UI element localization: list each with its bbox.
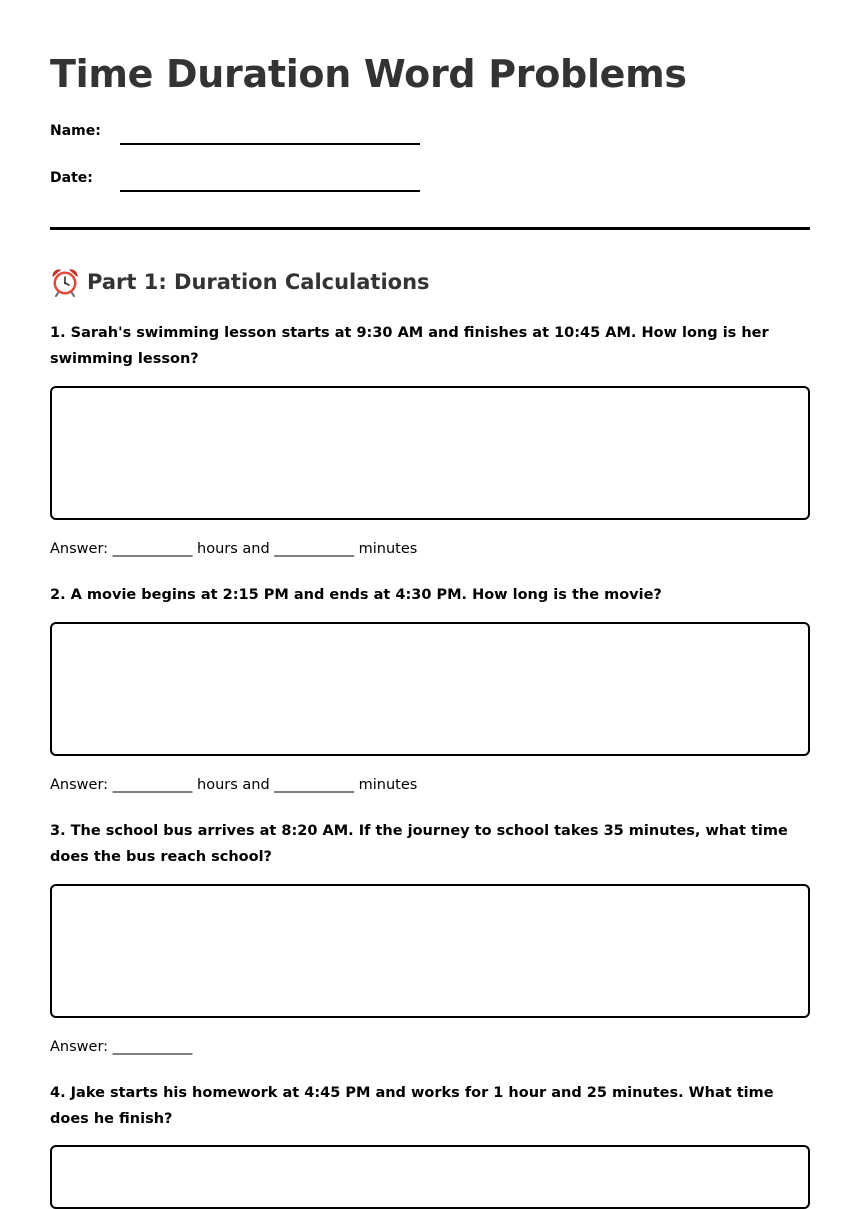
header-divider — [50, 227, 810, 230]
date-input-line[interactable] — [120, 190, 420, 192]
date-field-row — [50, 168, 430, 198]
question-3-text: 3. The school bus arrives at 8:20 AM. If the journey to school takes 35 minutes, what time does the bus reach school? — [50, 823, 788, 865]
name-label: Name: — [50, 123, 101, 139]
name-input-line[interactable] — [120, 143, 420, 145]
question-2-answer-line: Answer: ___________ hours and ___________ minutes — [50, 777, 418, 793]
question-3-work-box[interactable] — [50, 884, 810, 1018]
question-3-answer-line: Answer: ___________ — [50, 1039, 193, 1055]
page-title: Time Duration Word Problems — [50, 52, 687, 96]
section-title: Part 1: Duration Calculations — [87, 270, 430, 294]
question-4-work-box[interactable] — [50, 1145, 810, 1209]
date-label: Date: — [50, 170, 93, 186]
section-heading — [50, 265, 430, 299]
question-1-work-box[interactable] — [50, 386, 810, 520]
question-1-answer-line: Answer: ___________ hours and ___________ minutes — [50, 541, 418, 557]
question-1-text: 1. Sarah's swimming lesson starts at 9:30 AM and finishes at 10:45 AM. How long is her swimming lesson? — [50, 325, 769, 367]
alarm-clock-icon — [50, 267, 80, 297]
name-field-row — [50, 121, 430, 151]
question-4-text: 4. Jake starts his homework at 4:45 PM and works for 1 hour and 25 minutes. What time does he finish? — [50, 1085, 774, 1127]
question-2-text: 2. A movie begins at 2:15 PM and ends at 4:30 PM. How long is the movie? — [50, 587, 662, 603]
question-2-work-box[interactable] — [50, 622, 810, 756]
